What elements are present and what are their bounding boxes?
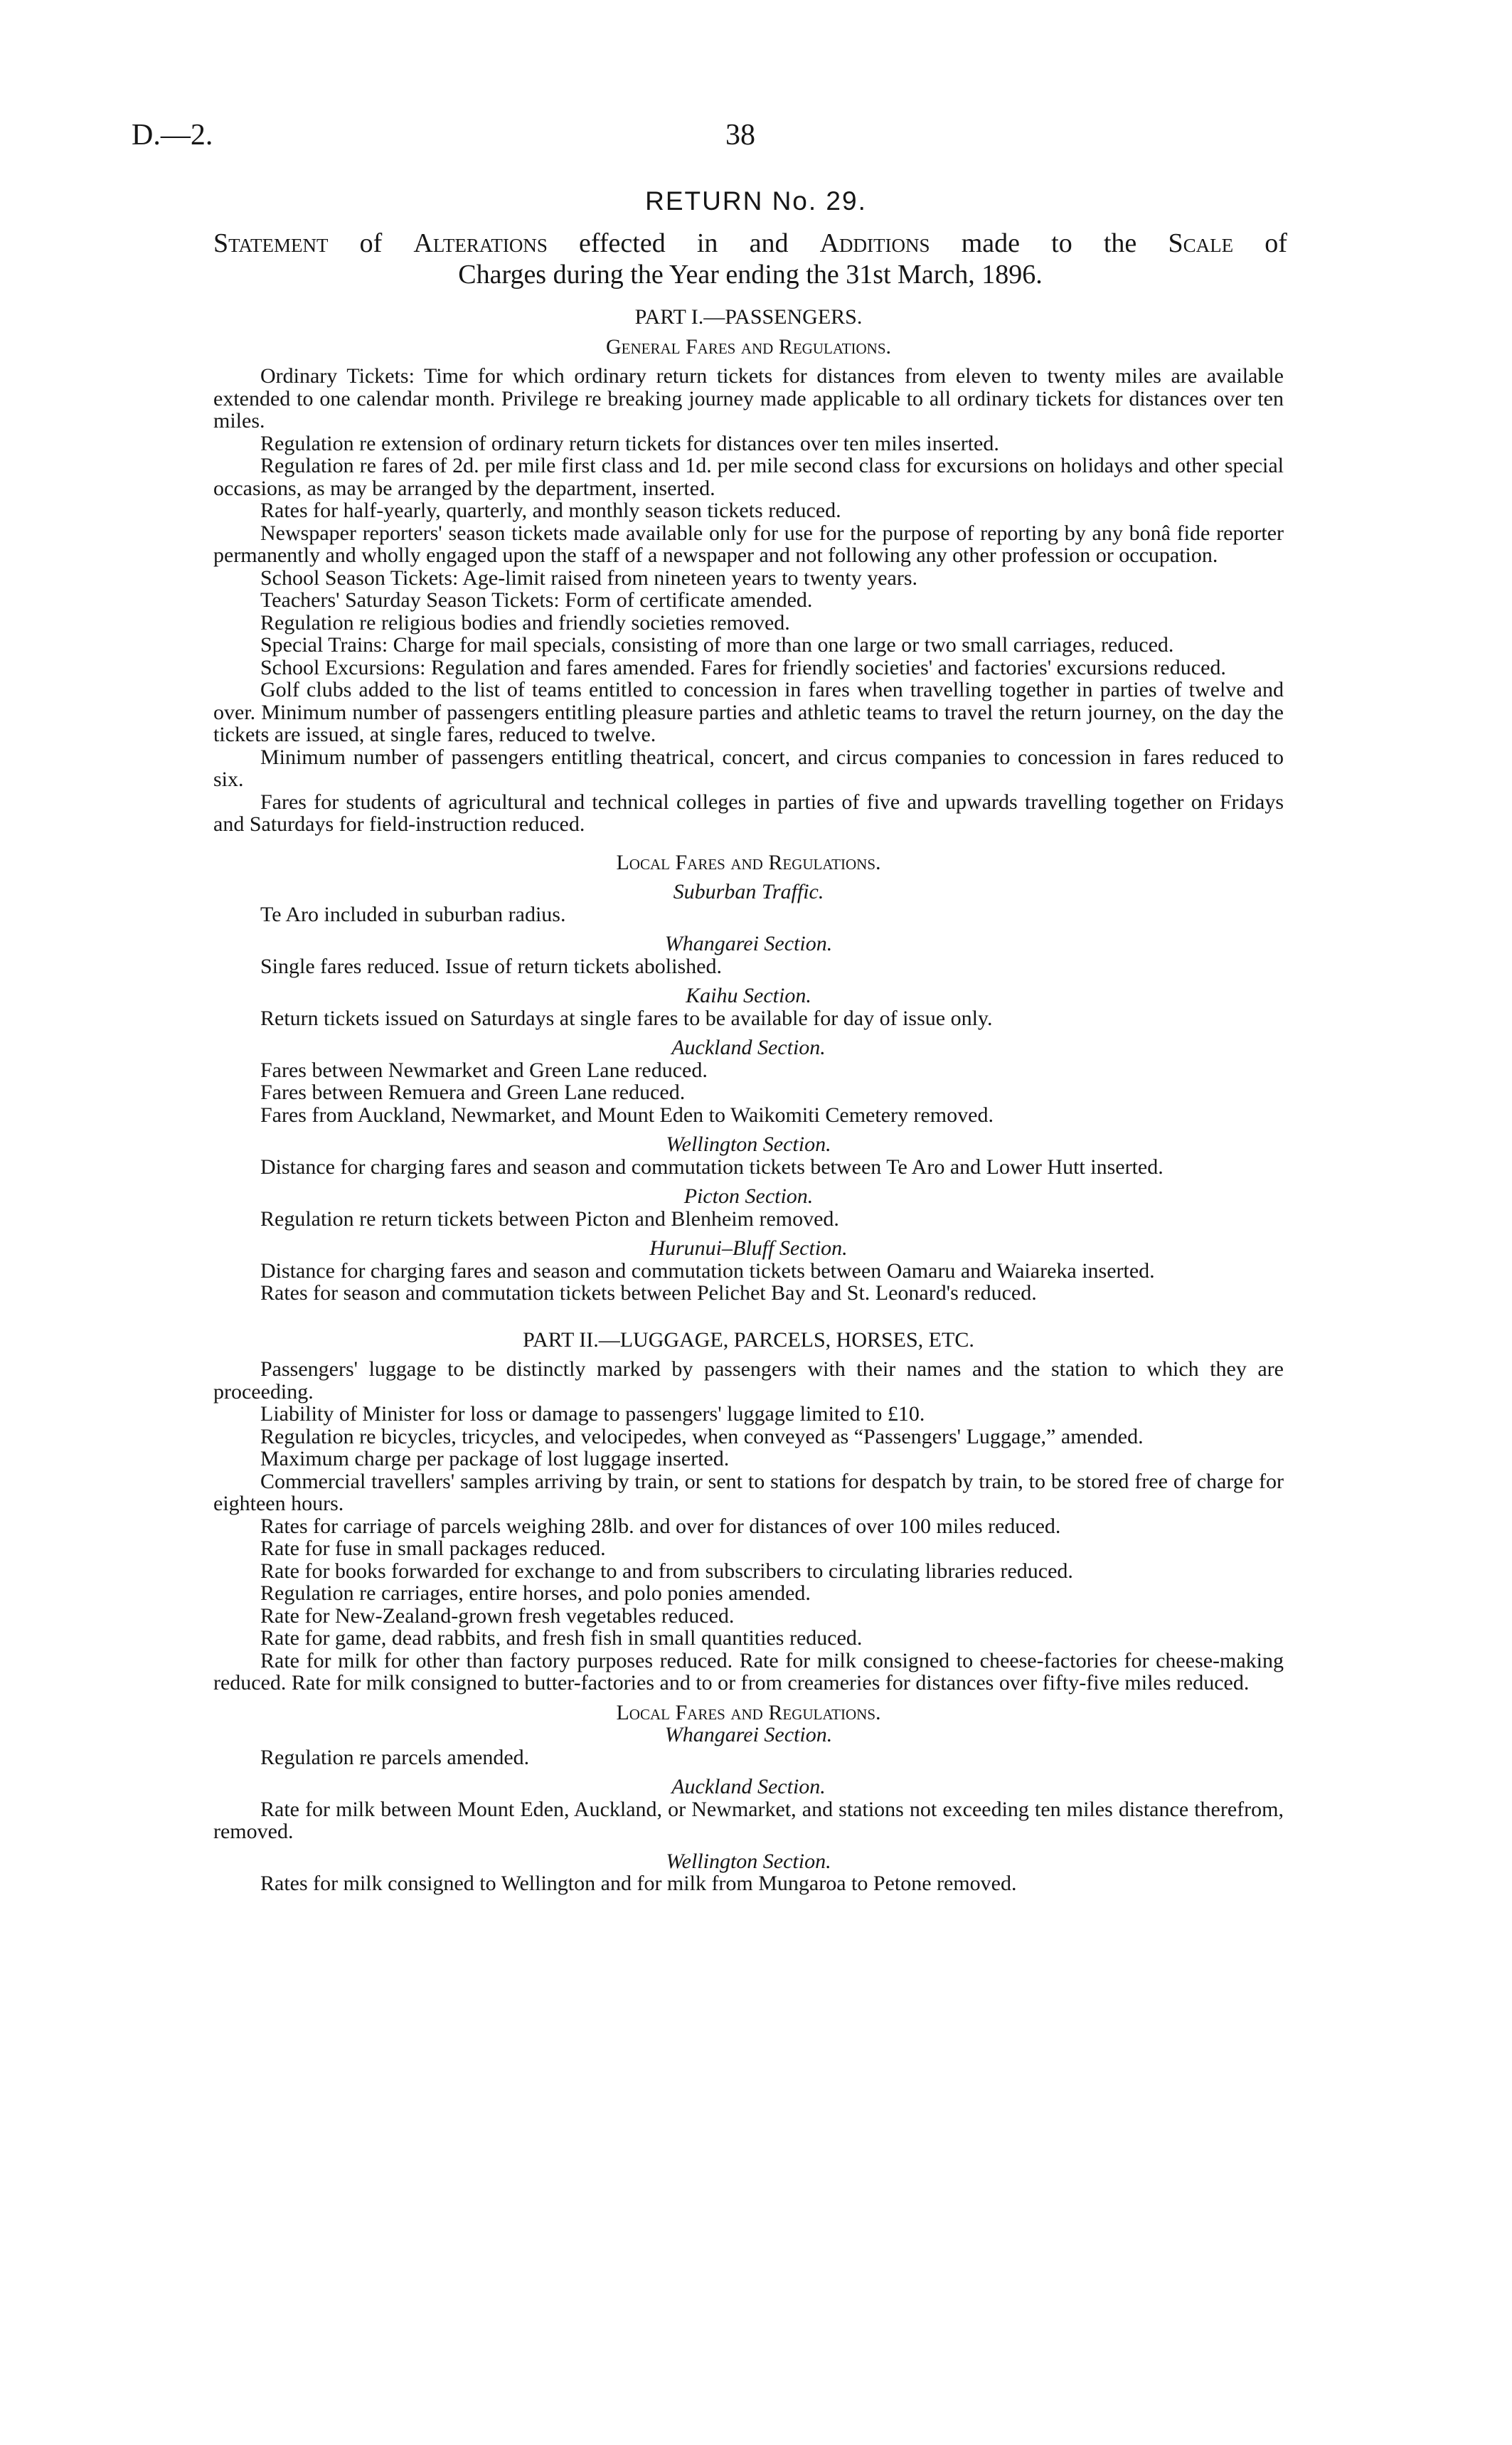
regulation-paragraph: Golf clubs added to the list of teams entitled to concession in fares when travelling together in parties of twelve and over. Minimum number of passengers entitling pleasure parties and athletic teams to travel the return journey, on the day the tickets are issued, at single fares, reduced to twelve. bbox=[213, 678, 1284, 746]
regulation-paragraph: Rate for New-Zealand-grown fresh vegetables reduced. bbox=[260, 1603, 735, 1628]
regulation-paragraph: Rate for game, dead rabbits, and fresh fish in small quantities reduced. bbox=[260, 1626, 863, 1650]
section-entry: Distance for charging fares and season and commutation tickets between Oamaru and Waiareka inserted. bbox=[260, 1258, 1155, 1283]
statement-line-2: Charges during the Year ending the 31st March, 1896. bbox=[458, 260, 1043, 290]
statement-word: and bbox=[749, 228, 789, 258]
regulation-paragraph: Regulation re carriages, entire horses, and polo ponies amended. bbox=[260, 1581, 811, 1605]
section-entry: Fares from Auckland, Newmarket, and Mount Eden to Waikomiti Cemetery removed. bbox=[260, 1103, 994, 1127]
section-entry: Rates for season and commutation tickets between Pelichet Bay and St. Leonard's reduced. bbox=[260, 1281, 1037, 1305]
local-fares-heading: Local Fares and Regulations. bbox=[616, 850, 881, 874]
regulation-paragraph: Special Trains: Charge for mail specials, consisting of more than one large or two small carriages, reduced. bbox=[260, 633, 1174, 657]
section-title: Suburban Traffic. bbox=[673, 880, 824, 903]
section-entry: Single fares reduced. Issue of return tickets abolished. bbox=[260, 954, 722, 978]
regulation-paragraph: Commercial travellers' samples arriving by train, or sent to stations for despatch by train, to be stored free of charge for eighteen hours. bbox=[213, 1469, 1284, 1515]
section-title: Wellington Section. bbox=[666, 1849, 831, 1873]
regulation-paragraph: School Season Tickets: Age-limit raised from nineteen years to twenty years. bbox=[260, 566, 917, 590]
statement-word: Scale bbox=[1168, 228, 1234, 258]
statement-word: the bbox=[1103, 228, 1137, 258]
section-entry: Return tickets issued on Saturdays at single fares to be available for day of issue only. bbox=[260, 1006, 993, 1030]
section-entry: Rate for milk between Mount Eden, Auckland, or Newmarket, and stations not exceeding ten miles distance therefrom, removed. bbox=[213, 1797, 1284, 1843]
section-title: Auckland Section. bbox=[671, 1775, 826, 1798]
return-title: RETURN No. 29. bbox=[645, 186, 867, 216]
statement-word: of bbox=[359, 228, 383, 258]
statement-word: of bbox=[1265, 228, 1287, 258]
section-entry: Regulation re return tickets between Picton and Blenheim removed. bbox=[260, 1206, 839, 1231]
general-fares-heading: General Fares and Regulations. bbox=[605, 334, 891, 359]
statement-word: Additions bbox=[819, 228, 930, 258]
section-title: Whangarei Section. bbox=[664, 932, 833, 955]
section-entry: Te Aro included in suburban radius. bbox=[260, 902, 566, 926]
regulation-paragraph: Rates for half-yearly, quarterly, and monthly season tickets reduced. bbox=[260, 499, 841, 522]
regulation-paragraph: Minimum number of passengers entitling theatrical, concert, and circus companies to concession in fares reduced to six. bbox=[213, 745, 1284, 791]
regulation-paragraph: Liability of Minister for loss or damage to passengers' luggage limited to £10. bbox=[260, 1402, 925, 1426]
regulation-paragraph: Passengers' luggage to be distinctly marked by passengers with their names and the station to which they are proceeding. bbox=[213, 1357, 1284, 1404]
part-1-heading: PART I.—PASSENGERS. bbox=[634, 305, 863, 329]
regulation-paragraph: Regulation re bicycles, tricycles, and velocipedes, when conveyed as “Passengers' Luggage,” amended. bbox=[260, 1424, 1144, 1448]
statement-word: to bbox=[1051, 228, 1072, 258]
document-reference: D.—2. bbox=[132, 119, 213, 152]
section-entry: Rates for milk consigned to Wellington and for milk from Mungaroa to Petone removed. bbox=[260, 1872, 1017, 1895]
section-title: Wellington Section. bbox=[666, 1133, 831, 1156]
local-fares-heading: Local Fares and Regulations. bbox=[616, 1700, 881, 1724]
statement-word: effected bbox=[579, 228, 666, 258]
statement-word: Alterations bbox=[413, 228, 548, 258]
regulation-paragraph: Regulation re extension of ordinary return tickets for distances over ten miles inserted. bbox=[260, 431, 999, 455]
page-number: 38 bbox=[725, 119, 755, 152]
regulation-paragraph: Rate for fuse in small packages reduced. bbox=[260, 1537, 606, 1560]
regulation-paragraph: Regulation re fares of 2d. per mile first class and 1d. per mile second class for excursions on holidays and other special occasions, as may be arranged by the department, inserted. bbox=[213, 454, 1284, 500]
section-title: Whangarei Section. bbox=[664, 1723, 833, 1746]
regulation-paragraph: Fares for students of agricultural and technical colleges in parties of five and upwards travelling together on Fridays and Saturdays for field-instruction reduced. bbox=[213, 790, 1284, 836]
section-title: Hurunui–Bluff Section. bbox=[649, 1236, 848, 1260]
regulation-paragraph: Rate for books forwarded for exchange to and from subscribers to circulating libraries reduced. bbox=[260, 1559, 1073, 1583]
statement-heading bbox=[213, 228, 1287, 290]
regulation-paragraph: Teachers' Saturday Season Tickets: Form of certificate amended. bbox=[260, 588, 813, 612]
statement-word: in bbox=[696, 228, 718, 258]
section-entry: Fares between Newmarket and Green Lane reduced. bbox=[260, 1058, 708, 1082]
regulation-paragraph: Newspaper reporters' season tickets made available only for use for the purpose of reporting by any bonâ fide reporter permanently and wholly engaged upon the staff of a newspaper and not following any other profession or occupation. bbox=[213, 521, 1284, 567]
section-entry: Distance for charging fares and season and commutation tickets between Te Aro and Lower Hutt inserted. bbox=[260, 1155, 1164, 1179]
statement-line-1 bbox=[213, 228, 1287, 259]
section-title: Kaihu Section. bbox=[686, 984, 811, 1007]
regulation-paragraph: Rates for carriage of parcels weighing 28lb. and over for distances of over 100 miles reduced. bbox=[260, 1514, 1061, 1538]
regulation-paragraph: Ordinary Tickets: Time for which ordinary return tickets for distances from eleven to twenty miles are available extended to one calendar month. Privilege re breaking journey made applicable to all ordinary tickets for distances over ten miles. bbox=[213, 364, 1284, 433]
section-entry: Regulation re parcels amended. bbox=[260, 1745, 530, 1769]
document-body bbox=[213, 306, 1284, 1895]
regulation-paragraph: Regulation re religious bodies and friendly societies removed. bbox=[260, 610, 790, 635]
statement-word: made bbox=[961, 228, 1020, 258]
part-2-heading: PART II.—LUGGAGE, PARCELS, HORSES, ETC. bbox=[523, 1327, 974, 1352]
section-title: Picton Section. bbox=[683, 1184, 814, 1208]
section-entry: Fares between Remuera and Green Lane reduced. bbox=[260, 1081, 686, 1104]
statement-word: Statement bbox=[213, 228, 329, 258]
regulation-paragraph: Rate for milk for other than factory purposes reduced. Rate for milk consigned to cheese-factories for cheese-making reduced. Rate for milk consigned to butter-factories and to or from creameries for distances over fifty-five miles reduced. bbox=[213, 1648, 1284, 1694]
regulation-paragraph: Maximum charge per package of lost luggage inserted. bbox=[260, 1447, 730, 1470]
regulation-paragraph: School Excursions: Regulation and fares amended. Fares for friendly societies' and factories' excursions reduced. bbox=[260, 655, 1226, 679]
section-title: Auckland Section. bbox=[671, 1036, 826, 1059]
